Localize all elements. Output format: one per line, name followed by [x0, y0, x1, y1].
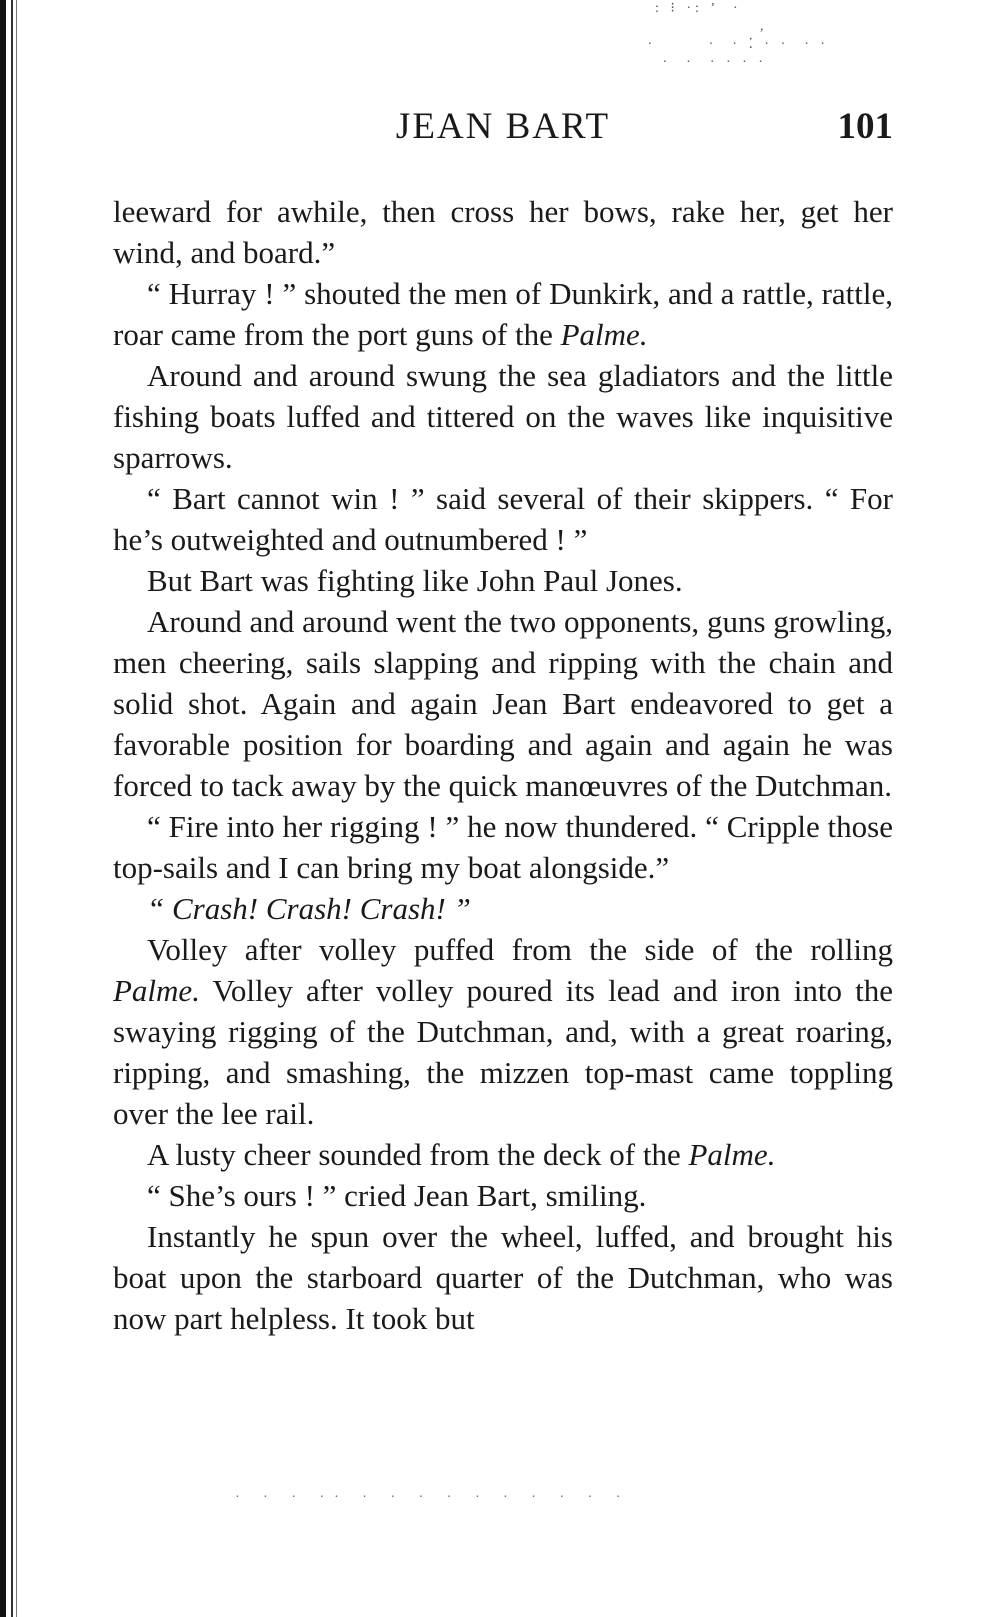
text-segment: “ She’s ours ! ” cried Jean Bart, smiling. — [147, 1178, 647, 1213]
italic-text-segment: Palme. — [113, 973, 200, 1008]
text-segment: “ Hurray ! ” shouted the men of Dunkirk, and a rattle, rattle, roar came from the port guns of the — [113, 276, 893, 352]
text-segment: Volley after volley puffed from the side of the rolling — [147, 932, 893, 967]
page-binding-edge — [0, 0, 6, 1617]
italic-text-segment: “ Crash! Crash! Crash! ” — [147, 891, 471, 926]
page-binding-line — [11, 0, 13, 1617]
text-segment: But Bart was fighting like John Paul Jones. — [147, 563, 683, 598]
paragraph — [113, 888, 893, 929]
text-segment: leeward for awhile, then cross her bows, rake her, get her wind, and board.” — [113, 194, 893, 270]
paragraph — [113, 560, 893, 601]
paragraph — [113, 273, 893, 355]
scan-speckles-decoration: : ⁝ ·: ’ · , · · · ⁚ · · · · · · · · · · — [647, 1, 830, 70]
paragraph — [113, 929, 893, 1134]
text-segment: Instantly he spun over the wheel, luffed, and brought his boat upon the starboard quarter of the Dutchman, who was now part helpless. It took but — [113, 1219, 893, 1336]
text-segment: “ Fire into her rigging ! ” he now thundered. “ Cripple those top-sails and I can bring my boat alongside.” — [113, 809, 893, 885]
paragraph — [113, 601, 893, 806]
paragraph — [113, 478, 893, 560]
paragraph — [113, 191, 893, 273]
page-binding-shadow — [16, 0, 17, 1617]
paragraph — [113, 1134, 893, 1175]
paragraph — [113, 1216, 893, 1339]
text-segment: “ Bart cannot win ! ” said several of their skippers. “ For he’s outweighted and outnumbered ! ” — [113, 481, 893, 557]
paragraph — [113, 355, 893, 478]
text-segment: Around and around went the two opponents, guns growling, men cheering, sails slapping and ripping with the chain and solid shot. Again and again Jean Bart endeavored to get a favorable position for boarding and again and again he was forced to tack away by the quick manœuvres of the Dutchman. — [113, 604, 893, 803]
italic-text-segment: Palme. — [688, 1137, 776, 1172]
italic-text-segment: Palme. — [560, 317, 648, 352]
paragraph — [113, 1175, 893, 1216]
text-segment: Around and around swung the sea gladiators and the little fishing boats luffed and tittered on the waves like inquisitive sparrows. — [113, 358, 893, 475]
body-text — [113, 191, 893, 1339]
running-head-title: JEAN BART — [395, 106, 611, 147]
text-segment: A lusty cheer sounded from the deck of the — [147, 1137, 689, 1172]
paragraph — [113, 806, 893, 888]
text-segment: Volley after volley poured its lead and iron into the swaying rigging of the Dutchman, and, with a great roaring, ripping, and smashing, the mizzen top-mast came toppling over the lee rail. — [113, 973, 893, 1131]
page-number: 101 — [837, 106, 893, 147]
page-header — [113, 105, 893, 155]
scan-bottom-noise-decoration: · · · ·· · · · · · · · · · · — [235, 1490, 631, 1505]
